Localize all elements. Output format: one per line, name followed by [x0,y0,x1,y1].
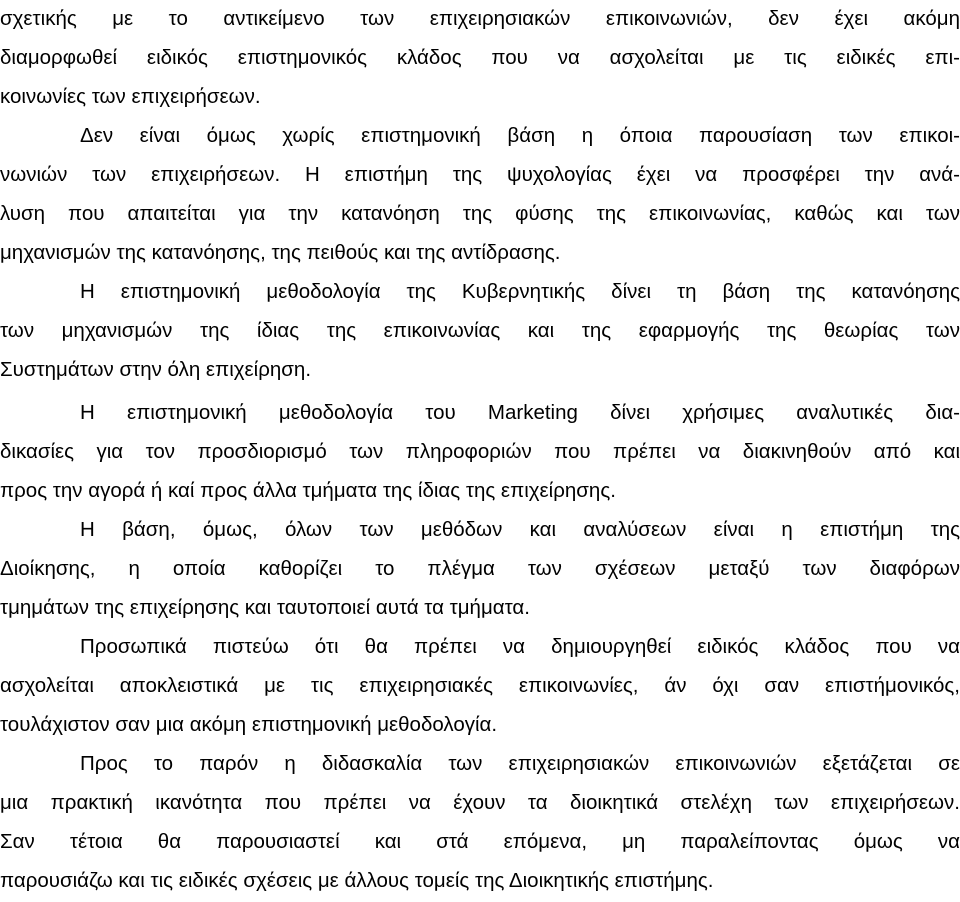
text-line: Προσωπικά πιστεύω ότι θα πρέπει να δημιουργηθεί ειδικός κλάδος που να [80,635,960,658]
text-line: Σαν τέτοια θα παρουσιαστεί και στά επόμενα, μη παραλείποντας όμως να [0,830,960,853]
text-line: Η επιστημονική μεθοδολογία του Marketing δίνει χρήσιμες αναλυτικές δια- [80,401,960,424]
text-line: μια πρακτική ικανότητα που πρέπει να έχουν τα διοικητικά στελέχη των επιχειρήσεων. [0,791,960,814]
text-line: μηχανισμών της κατανόησης, της πειθούς και της αντίδρασης. [0,241,561,264]
text-line: Η επιστημονική μεθοδολογία της Κυβερνητικής δίνει τη βάση της κατανόησης [80,280,960,303]
text-line: Διοίκησης, η οποία καθορίζει το πλέγμα των σχέσεων μεταξύ των διαφόρων [0,557,960,580]
text-line: Δεν είναι όμως χωρίς επιστημονική βάση η όποια παρουσίαση των επικοι- [80,124,960,147]
text-line: Προς το παρόν η διδασκαλία των επιχειρησιακών επικοινωνιών εξετάζεται σε [80,752,960,775]
text-line: παρουσιάζω και τις ειδικές σχέσεις με άλλους τομείς της Διοικητικής επιστήμης. [0,869,714,892]
text-line: νωνιών των επιχειρήσεων. Η επιστήμη της ψυχολογίας έχει να προσφέρει την ανά- [0,163,960,186]
text-line: κοινωνίες των επιχειρήσεων. [0,85,261,108]
text-line: ασχολείται αποκλειστικά με τις επιχειρησιακές επικοινωνίες, άν όχι σαν επιστήμονικός, [0,674,960,697]
text-line: διαμορφωθεί ειδικός επιστημονικός κλάδος που να ασχολείται με τις ειδικές επι- [0,46,960,69]
text-line: Η βάση, όμως, όλων των μεθόδων και αναλύσεων είναι η επιστήμη της [80,518,960,541]
text-line: Συστημάτων στην όλη επιχείρηση. [0,358,312,381]
text-line: σχετικής με το αντικείμενο των επιχειρησιακών επικοινωνιών, δεν έχει ακόμη [0,7,960,30]
text-line: προς την αγορά ή καί προς άλλα τμήματα της ίδιας της επιχείρησης. [0,479,616,502]
text-line: τμημάτων της επιχείρησης και ταυτοποιεί αυτά τα τμήματα. [0,596,530,619]
text-line: των μηχανισμών της ίδιας της επικοινωνίας και της εφαρμογής της θεωρίας των [0,319,960,342]
text-line: τουλάχιστον σαν μια ακόμη επιστημονική μεθοδολογία. [0,713,498,736]
text-line: δικασίες για τον προσδιορισμό των πληροφοριών που πρέπει να διακινηθούν από και [0,440,960,463]
text-line: λυση που απαιτείται για την κατανόηση της φύσης της επικοινωνίας, καθώς και των [0,202,960,225]
